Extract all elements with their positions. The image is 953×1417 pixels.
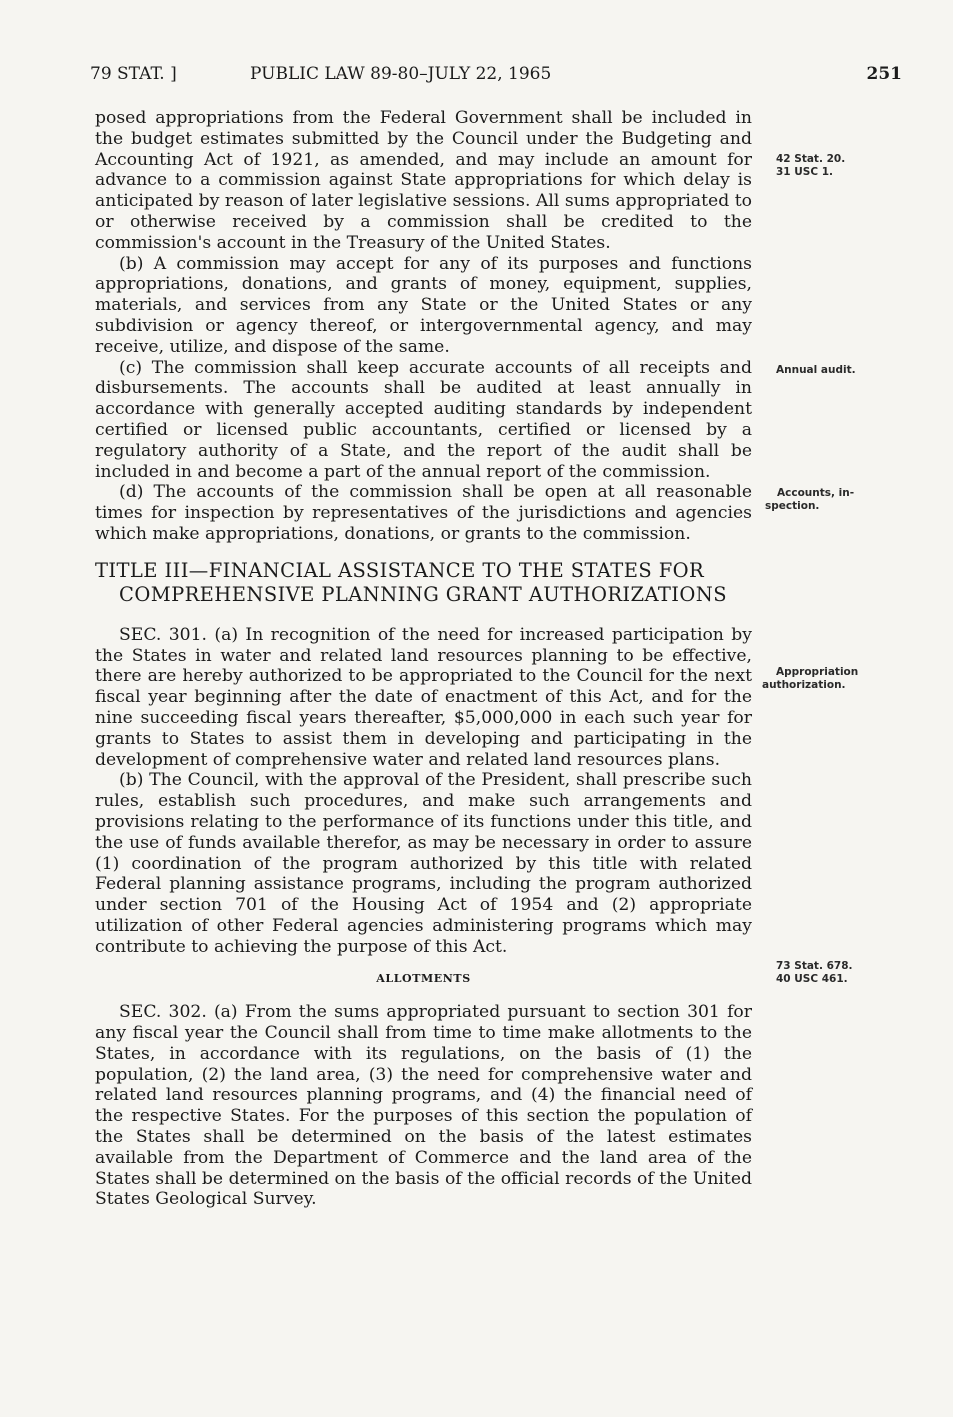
main-text — [95, 108, 752, 1210]
title-heading: TITLE III—FINANCIAL ASSISTANCE TO THE STATES FOR COMPREHENSIVE PLANNING GRANT AUTHORIZATIONS — [95, 558, 727, 606]
section-heading: ALLOTMENTS — [376, 972, 471, 986]
margin-note-annual-audit: Annual audit. — [776, 364, 856, 376]
section-301-a: SEC. 301. (a) In recognition of the need for increased participation by the States in water and related land resources planning to be effective, there are hereby authorized to be appropriated to the Council for the next fiscal year beginning after the date of enactment of this Act, and for the nine succeeding fiscal years thereafter, $5,000,000 in each such year for grants to States to assist them in developing and participating in the development of comprehensive water and related land resources plans. — [95, 624, 752, 770]
section-302-a: SEC. 302. (a) From the sums appropriated pursuant to section 301 for any fiscal year the Council shall from time to time make allotments to the States, in accordance with its regulations, on the basis of (1) the population, (2) the land area, (3) the need for comprehensive water and related land resources planning programs, and (4) the financial need of the respective States. For the purposes of this section the population of the States shall be determined on the basis of the latest estimates available from the Department of Commerce and the land area of the States shall be determined on the basis of the official records of the United States Geological Survey. — [95, 1002, 752, 1210]
margin-note-appropriation: Appropriation authorization. — [762, 666, 859, 691]
paragraph-c: (c) The commission shall keep accurate accounts of all receipts and disbursements. The accounts shall be audited at least annually in accordance with generally accepted auditing standards by independent certified or licensed public accountants, certified or licensed by a regulatory authority of a State, and the report of the audit shall be included in and become a part of the annual report of the commission. — [95, 357, 752, 482]
page-header — [90, 64, 902, 90]
paragraph-b: (b) A commission may accept for any of its purposes and functions appropriations, donations, and grants of money, equipment, supplies, materials, and services from any State or the United States or any subdivision or agency thereof, or intergovernmental agency, and may receive, utilize, and dispose of the same. — [95, 253, 752, 357]
page-number: 251 — [866, 64, 902, 84]
margin-note-citation-housing: 73 Stat. 678. 40 USC 461. — [776, 960, 853, 985]
margin-note-citation: 42 Stat. 20. 31 USC 1. — [776, 153, 846, 178]
paragraph-d: (d) The accounts of the commission shall be open at all reasonable times for inspection by representatives of the jurisdictions and agencies which make appropriations, donations, or grants to the commission. — [95, 482, 752, 544]
section-301-b: (b) The Council, with the approval of the President, shall prescribe such rules, establish such procedures, and make such arrangements and provisions relating to the performance of its functions under this title, and the use of funds available therefor, as may be necessary in order to assure (1) coordination of the program authorized by this title with related Federal planning assistance programs, including the program authorized under section 701 of the Housing Act of 1954 and (2) appropriate utilization of other Federal agencies administering programs which may contribute to achieving the purpose of this Act. — [95, 770, 752, 957]
paragraph-continued: posed appropriations from the Federal Government shall be included in the budget estimates submitted by the Council under the Budgeting and Accounting Act of 1921, as amended, and may include an amount for advance to a commission against State appropriations for which delay is anticipated by reason of later legislative sessions. All sums appropriated to or otherwise received by a commission shall be credited to the commission's account in the Treasury of the United States. — [95, 108, 752, 253]
margin-note-accounts-inspection: Accounts, in- spection. — [765, 487, 855, 512]
statute-volume: 79 STAT. ] — [90, 64, 177, 84]
running-title: PUBLIC LAW 89-80–JULY 22, 1965 — [250, 64, 552, 84]
